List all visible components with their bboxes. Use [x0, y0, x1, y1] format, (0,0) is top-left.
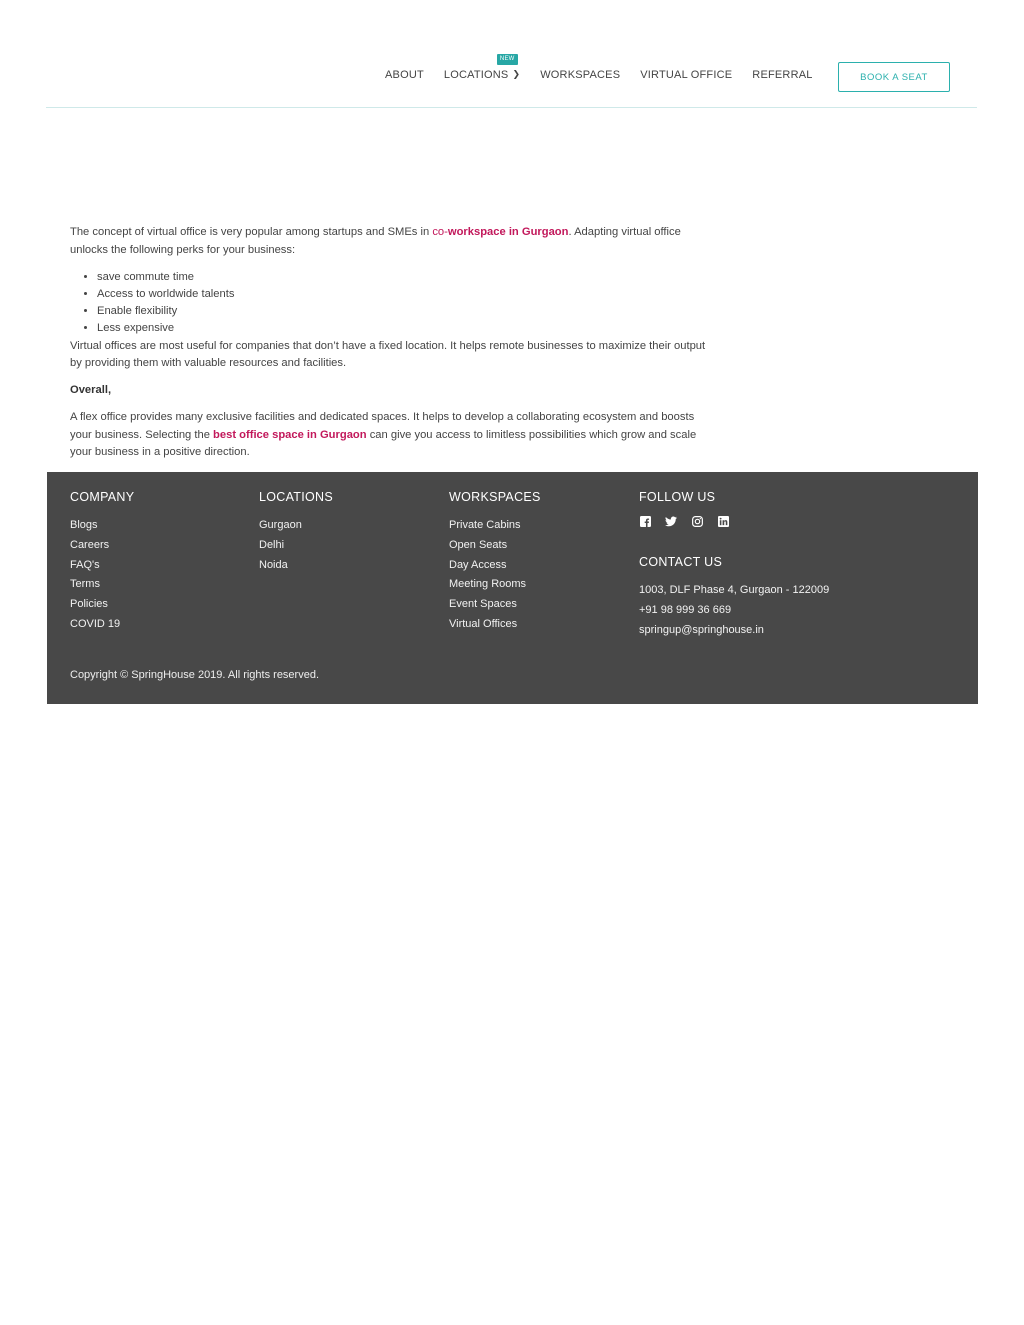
footer-company-title: COMPANY: [70, 490, 135, 504]
footer-link-faqs[interactable]: FAQ's: [70, 558, 100, 571]
footer-link-terms[interactable]: Terms: [70, 578, 100, 591]
overall-heading: Overall,: [70, 384, 112, 397]
instagram-icon[interactable]: [691, 515, 703, 527]
nav-about[interactable]: ABOUT: [385, 69, 424, 81]
article-content: [70, 224, 710, 471]
coworkspace-gurgaon-link[interactable]: workspace in Gurgaon: [447, 226, 569, 238]
contact-email[interactable]: springup@springhouse.in: [639, 623, 764, 636]
footer-link-private-cabins[interactable]: Private Cabins: [449, 519, 521, 531]
twitter-icon[interactable]: [665, 515, 677, 527]
footer-locations: [259, 490, 333, 575]
intro-text-b: . Adapting virtual office unlocks the following perks for your business:: [70, 226, 681, 256]
footer-link-gurgaon[interactable]: Gurgaon: [259, 519, 302, 531]
footer-company: [70, 490, 134, 635]
footer-follow-contact: [639, 490, 829, 640]
contact-address: 1003, DLF Phase 4, Gurgaon - 122009: [639, 584, 830, 596]
copyright-text: Copyright © SpringHouse 2019. All rights reserved.: [70, 669, 320, 681]
linkedin-icon[interactable]: [717, 515, 729, 527]
nav-locations[interactable]: [443, 56, 521, 81]
footer-link-open-seats[interactable]: Open Seats: [449, 538, 508, 551]
footer-contact-title: CONTACT US: [639, 555, 723, 569]
footer-link-careers[interactable]: Careers: [70, 538, 110, 551]
virtual-offices-paragraph: Virtual offices are most useful for companies that don’t have a fixed location. It helps remote businesses to maximize their output by providing them with valuable resources and facilities.: [70, 339, 706, 370]
flex-text-b: can give you access to limitless possibilities which grow and scale your business in a positive direction.: [70, 428, 697, 459]
footer-link-day-access[interactable]: Day Access: [449, 558, 507, 571]
site-header: [46, 0, 977, 108]
footer-link-meeting-rooms[interactable]: Meeting Rooms: [449, 578, 527, 591]
coworkspace-link-prefix[interactable]: co-: [432, 226, 448, 238]
nav-referral[interactable]: REFERRAL: [752, 69, 813, 81]
contact-phone[interactable]: +91 98 999 36 669: [639, 603, 732, 616]
footer-link-noida[interactable]: Noida: [259, 558, 288, 571]
list-item: • Access to worldwide talents: [97, 286, 710, 303]
intro-paragraph: [70, 224, 710, 259]
footer-follow-title: FOLLOW US: [639, 490, 716, 504]
list-item: • save commute time: [97, 269, 710, 286]
list-item: • Less expensive: [97, 320, 710, 337]
footer-workspaces: [449, 490, 541, 635]
footer-link-covid[interactable]: COVID 19: [70, 617, 121, 630]
flex-text-a: A flex office provides many exclusive facilities and dedicated spaces. It helps to develop a collaborating ecosystem and boosts your business. Selecting the: [70, 411, 695, 441]
footer-locations-title: LOCATIONS: [259, 490, 334, 504]
footer-link-blogs[interactable]: Blogs: [70, 519, 98, 531]
footer-link-event-spaces[interactable]: Event Spaces: [449, 598, 517, 611]
site-footer: [47, 472, 978, 704]
best-office-space-link[interactable]: best office space in Gurgaon: [213, 428, 367, 441]
footer-link-virtual-offices[interactable]: Virtual Offices: [449, 617, 518, 630]
footer-workspaces-title: WORKSPACES: [449, 490, 541, 504]
book-a-seat-button[interactable]: BOOK A SEAT: [838, 62, 950, 92]
flex-office-paragraph: [70, 409, 710, 462]
list-item: • Enable flexibility: [97, 303, 710, 320]
social-icons: [639, 515, 829, 527]
nav-workspaces[interactable]: WORKSPACES: [540, 69, 621, 81]
perks-list: [70, 269, 710, 338]
new-badge: NEW: [497, 54, 518, 65]
nav-virtual-office[interactable]: VIRTUAL OFFICE: [640, 69, 733, 81]
main-nav: [385, 56, 833, 81]
intro-text-a: The concept of virtual office is very popular among startups and SMEs in: [70, 226, 433, 238]
chevron-down-icon: ❯: [512, 69, 521, 79]
footer-link-delhi[interactable]: Delhi: [259, 538, 285, 551]
footer-link-policies[interactable]: Policies: [70, 598, 108, 611]
nav-locations-label: LOCATIONS: [443, 69, 509, 81]
facebook-icon[interactable]: [639, 515, 651, 527]
